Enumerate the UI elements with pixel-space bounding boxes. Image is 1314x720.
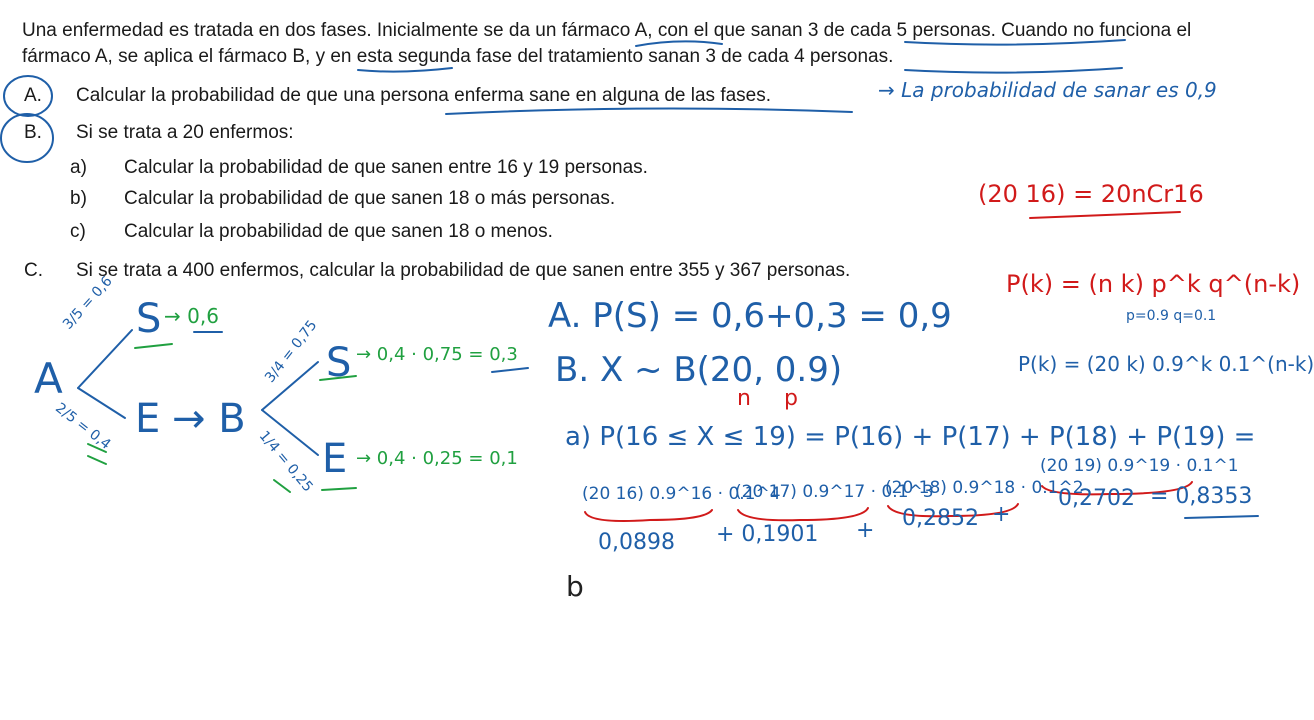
tree-b-bottom-branch-label: 1/4 = 0,25 xyxy=(255,428,316,496)
tree-branch-A-E xyxy=(78,388,125,418)
term-3: (20 18) 0.9^18 · 0.1^2 xyxy=(885,478,1084,498)
result-2: + 0,1901 xyxy=(716,522,819,547)
tree-top-result: → 0,6 xyxy=(164,304,219,328)
underline-itemA xyxy=(446,108,852,114)
tree-bottom-branch-label: 2/5 = 0,4 xyxy=(52,400,114,453)
tree-b-top-branch-label: 3/4 = 0,75 xyxy=(262,317,321,386)
tree-b-bottom-result: → 0,4 · 0,25 = 0,1 xyxy=(356,448,518,469)
underline-S-top xyxy=(135,344,172,348)
underline-combo xyxy=(1030,212,1180,218)
pmf-general: P(k) = (n k) p^k q^(n-k) xyxy=(1006,270,1301,298)
term-1: (20 16) 0.9^16 · 0.1^4 xyxy=(582,484,781,504)
brace-term1 xyxy=(585,510,712,521)
result-3-plus: + xyxy=(856,518,875,543)
item-Bb-text: Calcular la probabilidad de que sanen 18 o más personas. xyxy=(124,188,616,209)
result-total: = 0,8353 xyxy=(1150,484,1253,509)
item-B-text: Si se trata a 20 enfermos: xyxy=(76,122,294,143)
tree-top-node: S xyxy=(136,296,162,342)
problem-statement xyxy=(22,18,1262,72)
result-4-plus: + xyxy=(992,502,1011,527)
problem-intro: Una enfermedad es tratada en dos fases. Inicialmente se da un fármaco A, con el que sanan 3 de cada 5 personas. Cuando no funciona el fármaco A, se aplica el fármaco B, y en esta segunda fase del tratamiento sanan 3 de cada 4 personas. xyxy=(22,20,1192,67)
result-4: 0,2702 xyxy=(1058,486,1135,511)
underline-B-E xyxy=(322,488,356,490)
underline-0-8353 xyxy=(1185,516,1258,518)
answer-a-note: → La probabilidad de sanar es 0,9 xyxy=(878,78,1217,102)
item-A-text: Calcular la probabilidad de que una persona enferma sane en alguna de las fases. xyxy=(76,85,772,106)
tree-bottom-node: E xyxy=(135,396,161,442)
tree-b-top-result: → 0,4 · 0,75 = 0,3 xyxy=(356,344,518,365)
item-Bc-text: Calcular la probabilidad de que sanen 18 o menos. xyxy=(124,221,553,242)
tree-top-branch-label: 3/5 = 0,6 xyxy=(60,273,116,333)
underline-0-3 xyxy=(492,368,528,372)
item-C-text: Si se trata a 400 enfermos, calcular la probabilidad de que sanen entre 355 y 367 personas. xyxy=(76,260,851,281)
tree-arrow-B: → B xyxy=(172,396,246,442)
item-Ba-text: Calcular la probabilidad de que sanen entre 16 y 19 personas. xyxy=(124,157,648,178)
tick-B-bottom xyxy=(274,480,290,492)
item-Ba-label: a) xyxy=(70,157,87,178)
tree-root: A xyxy=(34,354,63,403)
eq-A: A. P(S) = 0,6+0,3 = 0,9 xyxy=(548,296,952,336)
eq-a1: a) P(16 ≤ X ≤ 19) = P(16) + P(17) + P(18) + P(19) = xyxy=(565,422,1256,452)
result-3: 0,2852 xyxy=(902,506,979,531)
result-1: 0,0898 xyxy=(598,530,675,555)
tree-b-top-node: S xyxy=(326,340,352,386)
item-B-label: B. xyxy=(24,122,42,143)
tick-bottom-2 xyxy=(88,456,106,464)
brace-term2 xyxy=(738,508,868,520)
term-2: (20 17) 0.9^17 · 0.1^3 xyxy=(735,482,934,502)
b-label: b xyxy=(566,570,584,603)
tree-b-bottom-node: E xyxy=(322,436,348,482)
item-Bc-label: c) xyxy=(70,221,86,242)
tree-branch-A-S xyxy=(78,330,132,388)
pmf-specific: P(k) = (20 k) 0.9^k 0.1^(n-k) xyxy=(1018,352,1314,376)
item-C-label: C. xyxy=(24,260,43,281)
item-Bb-label: b) xyxy=(70,188,87,209)
p-label: p xyxy=(784,386,798,411)
eq-B: B. X ~ B(20, 0.9) xyxy=(555,350,843,390)
term-4: (20 19) 0.9^19 · 0.1^1 xyxy=(1040,456,1239,476)
item-A-label: A. xyxy=(24,85,42,106)
pq-values: p=0.9 q=0.1 xyxy=(1126,308,1217,324)
n-label: n xyxy=(737,386,751,411)
combo-note: (20 16) = 20nCr16 xyxy=(978,180,1204,208)
